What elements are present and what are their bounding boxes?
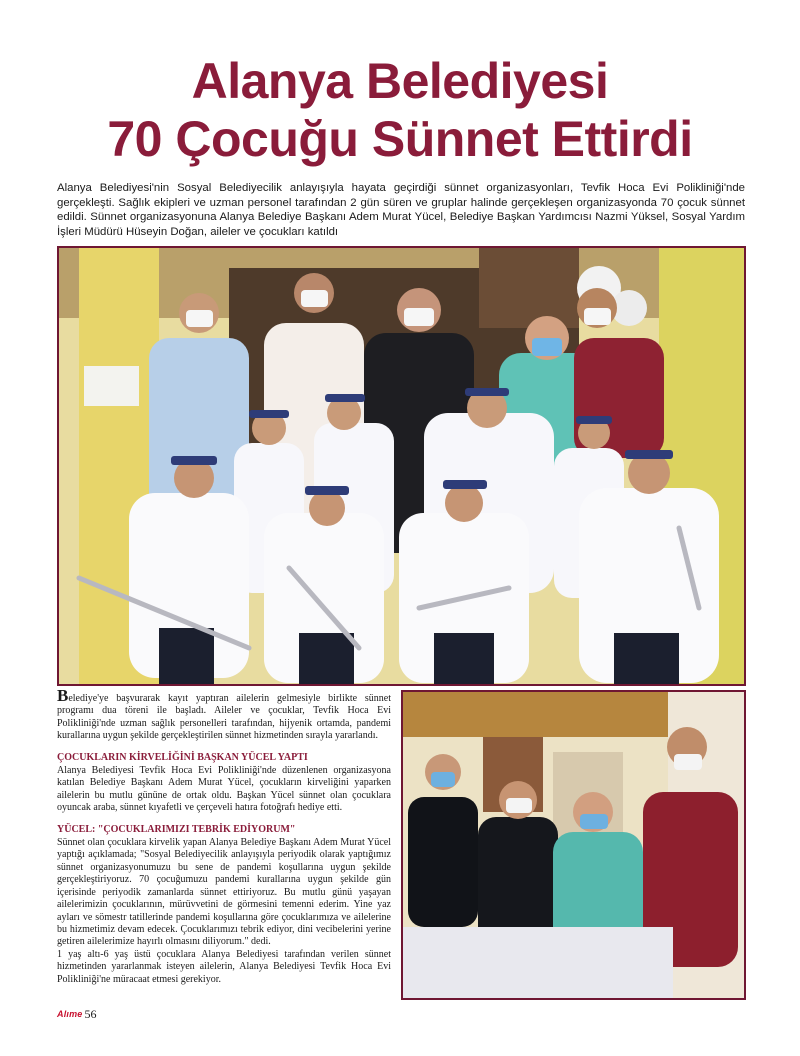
intro-text: elediye'ye başvurarak kayıt yaptıran ailelerin gelmesiyle birlikte sünnet programı dua töreni ile başladı. Aileler ve çocuklar, Tevfik Hoca Evi Polikliniği'nde uzman sağlık personelleri tarafından, hijyenik ortamda, pandemi kurallarına uygun şekilde gerçekleştirilen sünnet hizmetinden sırayla yararlandı.: [57, 693, 391, 742]
lead-paragraph: Alanya Belediyesi'nin Sosyal Belediyecilik anlayışıyla hayata geçirdiği sünnet organizasyonları, Tevfik Hoca Evi Polikliniği'nde gerçekleşti. Sağlık ekipleri ve uzman personel tarafından 2 gün süren ve gruplar halinde gerçekleşen organizasyonda 70 çocuk sünnet edildi. Sünnet organizasyonuna Alanya Belediye Başkanı Adem Murat Yücel, Belediye Başkan Yardımcısı Nazmi Yüksel, Sosyal Yardım İşleri Müdürü Hüseyin Doğan, aileler ve çocukları katıldı: [57, 182, 745, 238]
headline: [40, 52, 760, 168]
dropcap: B: [57, 686, 69, 705]
magazine-logo: Alıme: [57, 1009, 83, 1019]
paragraph-3: 1 yaş altı-6 yaş üstü çocuklara Alanya Belediyesi tarafından verilen sünnet hizmetinden yararlanmak isteyen ailelerin, Alanya Belediyesi Tevfik Hoca Evi Polikliniği'ne müracaat etmesi gerekiyor.: [57, 948, 391, 985]
headline-line-1: Alanya Belediyesi: [191, 53, 609, 109]
page-footer: [57, 1006, 97, 1022]
group-photo: [57, 246, 746, 686]
subheading-2: YÜCEL: "ÇOCUKLARIMIZI TEBRİK EDİYORUM": [57, 823, 296, 835]
page-number: 56: [84, 1006, 97, 1021]
team-photo: [401, 690, 746, 1000]
team-photo-illustration: [403, 692, 744, 998]
headline-line-2: 70 Çocuğu Sünnet Ettirdi: [107, 111, 693, 167]
subheading-1: ÇOCUKLARIN KİRVELİĞİNİ BAŞKAN YÜCEL YAPTI: [57, 751, 308, 763]
intro-paragraph: [57, 686, 391, 743]
group-photo-illustration: [59, 248, 744, 684]
paragraph-1: Alanya Belediyesi Tevfik Hoca Evi Polikliniği'nde düzenlenen organizasyona katılan Belediye Başkanı Adem Murat Yücel, çocukların kirveliğini yaparken ailelerin bu mutlu gününe de ortak oldu. Başkan Yücel sünnet olan çocuklara oyuncak araba, sünnet kıyafetli ve çerçeveli hatıra fotoğrafı hediye etti.: [57, 765, 391, 814]
article-body: [57, 686, 391, 986]
paragraph-2: Sünnet olan çocuklara kirvelik yapan Alanya Belediye Başkanı Adem Murat Yücel yaptığı açıklamada; "Sosyal Belediyecilik anlayışıyla periyodik olarak yaptığımız sünnet organizasyonumuzu bu sene de pandemi koşullarına uygun şekilde gerçekleştiriyoruz. 70 çocuğumuzu pandemi kurallarına uygun şekilde gün içerisinde periyodik zamanlarda sünnet ettiriyoruz. Bu mutlu günü yaşayan ailelerimizin çocuklarının, mürüvvetini de görmesini temenni ederim. Yine yaz ayları ve sömestr tatillerinde pandemi koşullarına göre çocuklarımıza ve ailelerine bu hizmetimiz devam edecek. Çocuklarımızı tebrik ediyor, dini vecibelerini yerine getiren ailelerimize hayırlı olmasını diliyorum." dedi.: [57, 837, 391, 948]
